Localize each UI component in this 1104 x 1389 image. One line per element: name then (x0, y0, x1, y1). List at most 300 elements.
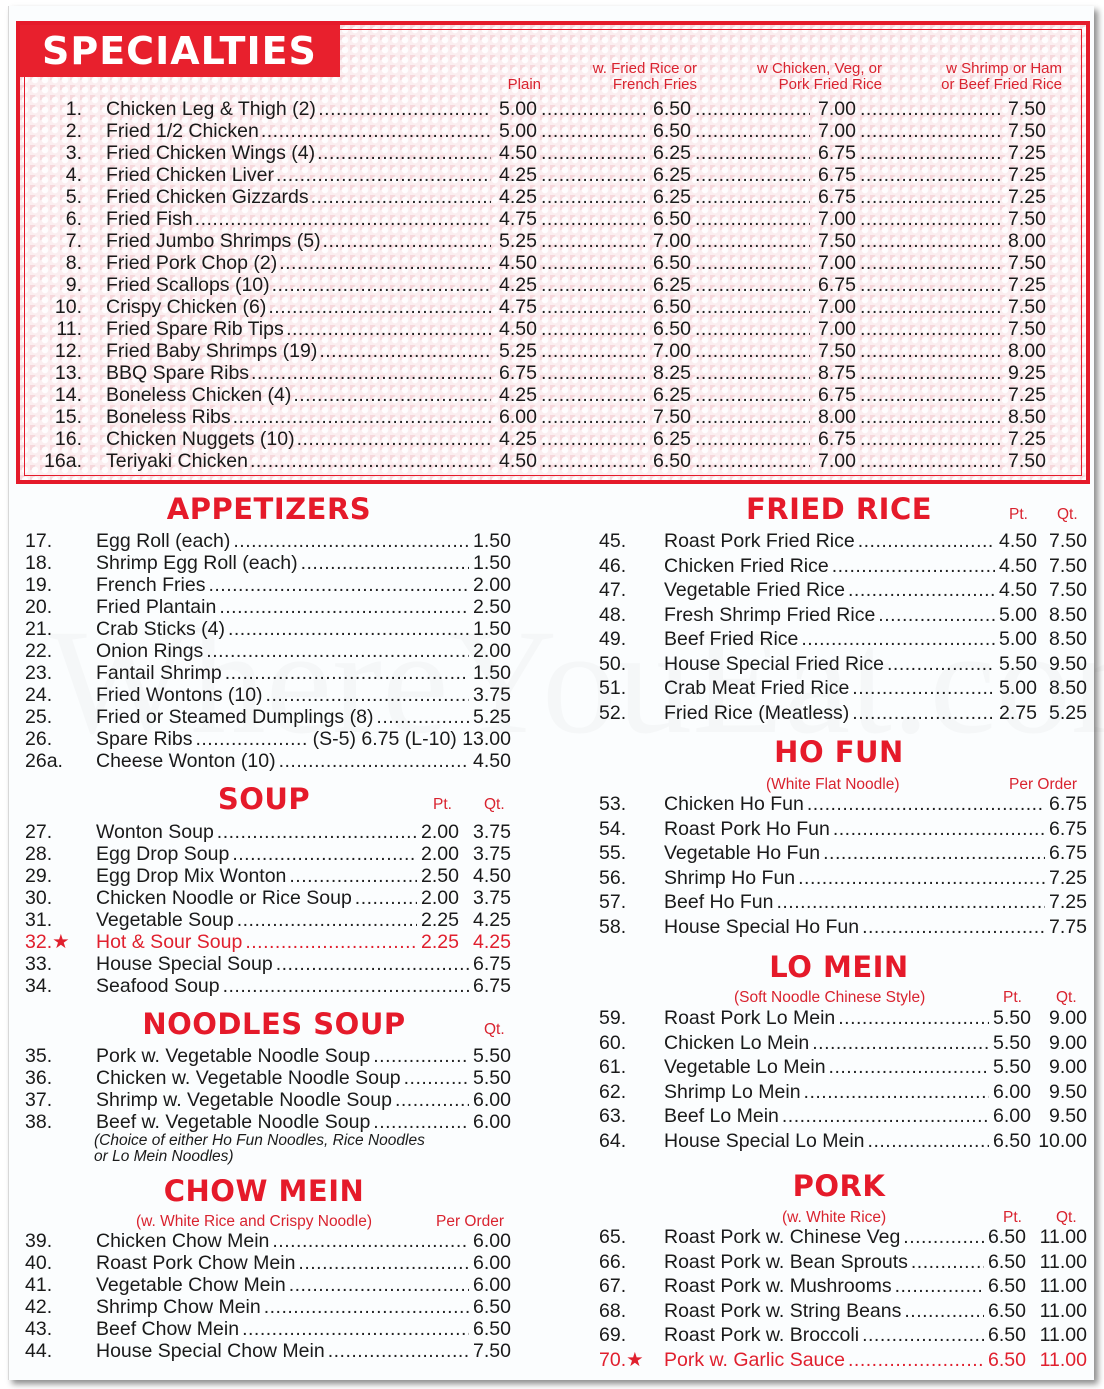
price-1: 6.25 (653, 164, 691, 186)
menu-item-row (25, 953, 511, 975)
item-price: 6.75 (1049, 817, 1087, 840)
leader-dots (266, 684, 470, 706)
pork-list (599, 1225, 1087, 1372)
item-number: 70.★ (599, 1348, 644, 1371)
leader-dots (264, 1296, 469, 1318)
menu-item-row (599, 817, 1087, 842)
ho-fun-col: Per Order (1009, 776, 1078, 793)
item-number: 1. (65, 98, 82, 120)
item-price: 1.50 (473, 618, 511, 640)
leader-dots (541, 208, 645, 230)
pint-price: 6.50 (988, 1275, 1026, 1297)
price-3: 7.50 (1008, 252, 1046, 274)
quart-price: 11.00 (1039, 1324, 1087, 1346)
menu-item-row (25, 574, 511, 596)
price-3: 7.25 (1008, 428, 1046, 450)
item-name: Fried or Steamed Dumplings (8) (96, 706, 374, 728)
leader-dots (251, 362, 491, 384)
price-2: 7.50 (818, 230, 856, 252)
chow-mein-list (25, 1230, 511, 1362)
pint-price: 4.50 (999, 554, 1037, 577)
quart-price: 3.75 (473, 887, 511, 909)
menu-item-row (599, 841, 1087, 866)
price-2: 7.00 (818, 296, 856, 318)
specialty-row (20, 406, 1086, 428)
item-price: 7.75 (1049, 915, 1087, 938)
item-price: 6.50 (473, 1296, 511, 1318)
specialties-list (20, 98, 1086, 472)
item-name: Crispy Chicken (6) (106, 296, 267, 318)
item-name: Beef Chow Mein (96, 1318, 240, 1340)
price-2: 8.00 (818, 406, 856, 428)
price-3: 7.50 (1008, 450, 1046, 472)
leader-dots (279, 252, 491, 274)
leader-dots (225, 662, 469, 684)
appetizers-title: APPETIZERS (166, 492, 372, 526)
menu-item-row (599, 676, 1087, 701)
quart-price: 3.75 (473, 821, 511, 843)
specialties-title: SPECIALTIES (20, 25, 340, 77)
leader-dots (695, 340, 810, 362)
item-name: Beef w. Vegetable Noodle Soup (96, 1111, 371, 1133)
ho-fun-list (599, 792, 1087, 939)
item-name: Teriyaki Chicken (106, 450, 248, 472)
pork-col-pt: Pt. (1003, 1209, 1022, 1226)
item-number: 57. (599, 891, 627, 913)
menu-item-row (25, 1067, 511, 1089)
price-0: 5.25 (499, 230, 537, 252)
item-number: 69. (599, 1324, 627, 1346)
item-name: Crab Meat Fried Rice (664, 677, 850, 699)
item-name: Vegetable Ho Fun (664, 842, 821, 864)
leader-dots (541, 120, 645, 142)
price-1: 7.50 (653, 406, 691, 428)
item-name: Fried Chicken Wings (4) (106, 142, 316, 164)
item-name: Cheese Wonton (10) (96, 750, 276, 772)
quart-price: 9.00 (1049, 1056, 1087, 1078)
leader-dots (911, 1250, 984, 1272)
item-number: 4. (65, 164, 82, 186)
menu-item-row (25, 975, 511, 997)
leader-dots (541, 164, 645, 186)
item-number: 10. (54, 296, 82, 318)
leader-dots (232, 843, 417, 865)
leader-dots (541, 296, 645, 318)
price-3: 7.50 (1008, 318, 1046, 340)
leader-dots (268, 296, 491, 318)
quart-price: 8.50 (1049, 677, 1087, 699)
menu-item-row (599, 1250, 1087, 1275)
col-head-plain: Plain (507, 76, 541, 93)
menu-item-row (599, 1129, 1087, 1154)
menu-item-row (599, 890, 1087, 915)
item-number: 18. (25, 552, 53, 574)
item-name: House Special Lo Mein (664, 1129, 865, 1152)
item-name: Fried Wontons (10) (96, 684, 263, 706)
item-name: Fried Baby Shrimps (19) (106, 340, 318, 362)
item-number: 34. (25, 975, 53, 997)
item-name: Fantail Shrimp (96, 662, 222, 684)
leader-dots (541, 362, 645, 384)
price-0: 4.50 (499, 142, 537, 164)
item-price: 7.25 (1049, 866, 1087, 889)
lo-mein-list (599, 1006, 1087, 1153)
item-price: 5.50 (473, 1067, 511, 1089)
menu-page (8, 6, 1094, 1380)
leader-dots (695, 208, 810, 230)
price-3: 8.00 (1008, 230, 1046, 252)
leader-dots (695, 120, 810, 142)
menu-item-row (25, 728, 511, 750)
item-name: Chicken Leg & Thigh (2) (106, 98, 316, 120)
leader-dots (223, 975, 469, 997)
menu-item-row (25, 640, 511, 662)
leader-dots (328, 1340, 469, 1362)
item-price: 6.00 (473, 1111, 511, 1133)
item-name: Fried Rice (Meatless) (664, 701, 850, 724)
specialty-row (20, 362, 1086, 384)
item-name: Roast Pork w. Broccoli (664, 1324, 860, 1346)
specialty-row (20, 252, 1086, 274)
item-name: Fried Jumbo Shrimps (5) (106, 230, 321, 252)
leader-dots (261, 120, 491, 142)
item-number: 39. (25, 1230, 53, 1252)
leader-dots (823, 841, 1045, 863)
leader-dots (887, 652, 995, 674)
pint-price: 6.50 (993, 1129, 1031, 1152)
menu-item-row (25, 596, 511, 618)
leader-dots (860, 406, 1000, 428)
pork-subtitle: (w. White Rice) (782, 1209, 887, 1226)
specialty-row (20, 296, 1086, 318)
pint-price: 4.50 (999, 530, 1037, 552)
menu-item-row (599, 701, 1087, 726)
item-name: Roast Pork w. Chinese Veg (664, 1226, 901, 1248)
leader-dots (286, 318, 491, 340)
pint-price: 2.00 (421, 843, 459, 865)
leader-dots (695, 252, 810, 274)
leader-dots (219, 596, 469, 618)
leader-dots (376, 706, 469, 728)
price-3: 7.25 (1008, 384, 1046, 406)
price-0: 4.25 (499, 384, 537, 406)
specialty-row (20, 384, 1086, 406)
pint-price: 6.00 (993, 1105, 1031, 1127)
quart-price: 9.50 (1049, 652, 1087, 675)
soup-list (25, 821, 511, 997)
price-0: 5.00 (499, 120, 537, 142)
leader-dots (695, 428, 810, 450)
item-name: Fried Fish (106, 208, 193, 230)
menu-item-row (25, 684, 511, 706)
item-number: 6. (65, 208, 82, 230)
item-name: BBQ Spare Ribs (106, 362, 250, 384)
item-price: 3.75 (473, 684, 511, 706)
item-name: Shrimp Lo Mein (664, 1080, 801, 1103)
pint-price: 6.50 (988, 1250, 1026, 1273)
leader-dots (228, 618, 469, 640)
noodles-soup-title: NOODLES SOUP (142, 1007, 406, 1041)
item-name: Vegetable Fried Rice (664, 579, 846, 601)
leader-dots (317, 142, 491, 164)
item-name: Vegetable Lo Mein (664, 1056, 826, 1078)
quart-price: 11.00 (1039, 1275, 1087, 1297)
item-name: Chicken Chow Mein (96, 1230, 270, 1252)
leader-dots (355, 887, 417, 909)
item-name: Roast Pork w. String Beans (664, 1299, 902, 1322)
item-number: 47. (599, 579, 627, 601)
item-number: 35. (25, 1045, 53, 1067)
item-number: 59. (599, 1007, 627, 1029)
leader-dots (807, 792, 1045, 814)
price-0: 5.25 (499, 340, 537, 362)
quart-price: 9.00 (1049, 1007, 1087, 1029)
chow-mein-subtitle: (w. White Rice and Crispy Noodle) (136, 1213, 373, 1230)
item-price: 1.50 (473, 552, 511, 574)
item-number: 51. (599, 677, 627, 699)
pint-price: 6.50 (988, 1324, 1026, 1346)
menu-item-row (599, 792, 1087, 817)
specialty-row (20, 428, 1086, 450)
lo-mein-title: LO MEIN (769, 950, 909, 984)
chow-mein-title: CHOW MEIN (163, 1174, 365, 1208)
leader-dots (404, 1067, 469, 1089)
pint-price: 5.00 (999, 628, 1037, 650)
item-name: Pork w. Garlic Sauce (664, 1348, 845, 1371)
pint-price: 5.50 (993, 1007, 1031, 1029)
item-number: 37. (25, 1089, 53, 1111)
leader-dots (541, 142, 645, 164)
price-3: 7.50 (1008, 208, 1046, 230)
menu-item-row (25, 1045, 511, 1067)
leader-dots (695, 274, 810, 296)
leader-dots (237, 909, 417, 931)
price-3: 7.25 (1008, 142, 1046, 164)
price-2: 7.00 (818, 98, 856, 120)
specialty-row (20, 340, 1086, 362)
quart-price: 8.50 (1049, 628, 1087, 650)
menu-item-row (599, 1299, 1087, 1324)
menu-item-row (599, 1031, 1087, 1056)
item-number: 66. (599, 1250, 627, 1273)
item-number: 68. (599, 1299, 627, 1322)
item-name: Seafood Soup (96, 975, 220, 997)
item-price: 5.50 (473, 1045, 511, 1067)
item-number: 45. (599, 530, 627, 552)
item-name: Pork w. Vegetable Noodle Soup (96, 1045, 371, 1067)
quart-price: 9.50 (1049, 1080, 1087, 1103)
leader-dots (798, 866, 1045, 888)
item-name: Fresh Shrimp Fried Rice (664, 603, 876, 626)
menu-item-row (25, 865, 511, 887)
item-number: 58. (599, 915, 627, 938)
leader-dots (250, 450, 491, 472)
price-2: 6.75 (818, 186, 856, 208)
menu-item-row (25, 662, 511, 684)
quart-price: 6.75 (473, 975, 511, 997)
item-name: Onion Rings (96, 640, 204, 662)
price-3: 8.50 (1008, 406, 1046, 428)
item-name: Vegetable Soup (96, 909, 234, 931)
lo-mein-subtitle: (Soft Noodle Chinese Style) (734, 989, 926, 1006)
leader-dots (860, 274, 1000, 296)
price-1: 6.50 (653, 296, 691, 318)
item-number: 16a. (44, 450, 82, 472)
item-number: 31. (25, 909, 53, 931)
leader-dots (860, 384, 1000, 406)
item-name: Fried Spare Rib Tips (106, 318, 284, 340)
item-number: 22. (25, 640, 53, 662)
pint-price: 6.50 (988, 1299, 1026, 1322)
menu-item-row (25, 821, 511, 843)
price-0: 4.50 (499, 450, 537, 472)
pint-price: 6.50 (988, 1348, 1026, 1371)
item-name: Crab Sticks (4) (96, 618, 225, 640)
item-price: 2.50 (473, 596, 511, 618)
menu-item-row (599, 1080, 1087, 1105)
price-3: 7.25 (1008, 274, 1046, 296)
menu-item-row (599, 603, 1087, 628)
menu-item-row (599, 627, 1087, 652)
item-name: House Special Fried Rice (664, 652, 885, 675)
item-number: 52. (599, 701, 627, 724)
item-name: House Special Chow Mein (96, 1340, 325, 1362)
item-price: 2.00 (473, 640, 511, 662)
item-number: 3. (65, 142, 82, 164)
item-price: 6.50 (473, 1318, 511, 1340)
item-number: 36. (25, 1067, 53, 1089)
fried-rice-col-qt: Qt. (1057, 506, 1078, 523)
price-3: 9.25 (1008, 362, 1046, 384)
item-number: 17. (25, 530, 53, 552)
item-name: Chicken Lo Mein (664, 1031, 810, 1054)
leader-dots (293, 384, 491, 406)
item-number: 23. (25, 662, 53, 684)
price-2: 6.75 (818, 164, 856, 186)
price-1: 6.25 (653, 274, 691, 296)
item-number: 9. (65, 274, 82, 296)
item-number: 61. (599, 1056, 627, 1078)
menu-item-row (599, 652, 1087, 677)
item-name: Shrimp Chow Mein (96, 1296, 261, 1318)
price-1: 7.00 (653, 340, 691, 362)
price-2: 8.75 (818, 362, 856, 384)
leader-dots (804, 1080, 989, 1102)
menu-item-row (25, 1274, 511, 1296)
leader-dots (860, 120, 1000, 142)
price-2: 7.50 (818, 340, 856, 362)
leader-dots (812, 1031, 989, 1053)
leader-dots (245, 931, 417, 953)
leader-dots (541, 98, 645, 120)
specialty-row (20, 274, 1086, 296)
item-name: Chicken w. Vegetable Noodle Soup (96, 1067, 401, 1089)
leader-dots (903, 1225, 984, 1247)
item-name: Fried Pork Chop (2) (106, 252, 278, 274)
leader-dots (860, 428, 1000, 450)
specialty-row (20, 164, 1086, 186)
leader-dots (541, 230, 645, 252)
price-3: 7.25 (1008, 186, 1046, 208)
item-name: Beef Lo Mein (664, 1105, 779, 1127)
leader-dots (233, 406, 491, 428)
pint-price: 5.00 (999, 603, 1037, 626)
leader-dots (206, 640, 469, 662)
leader-dots (373, 1045, 469, 1067)
leader-dots (860, 362, 1000, 384)
item-name: House Special Soup (96, 953, 273, 975)
appetizers-list (25, 530, 511, 772)
leader-dots (858, 529, 995, 551)
item-price: (S-5) 6.75 (L-10) 13.00 (312, 728, 511, 750)
price-1: 6.50 (653, 252, 691, 274)
quart-price: 7.50 (1049, 554, 1087, 577)
item-number: 24. (25, 684, 53, 706)
price-1: 6.25 (653, 186, 691, 208)
item-number: 63. (599, 1105, 627, 1127)
menu-item-row (25, 750, 511, 772)
menu-item-row (25, 1340, 511, 1362)
item-number: 12. (54, 340, 82, 362)
item-number: 27. (25, 821, 53, 843)
leader-dots (298, 1252, 469, 1274)
leader-dots (695, 384, 810, 406)
leader-dots (695, 186, 810, 208)
leader-dots (848, 1348, 984, 1370)
item-name: Roast Pork w. Mushrooms (664, 1275, 892, 1297)
pint-price: 2.25 (421, 931, 459, 953)
leader-dots (233, 530, 469, 552)
specialty-row (20, 450, 1086, 472)
item-number: 42. (25, 1296, 53, 1318)
item-name: Boneless Ribs (106, 406, 231, 428)
menu-item-row (25, 1318, 511, 1340)
quart-price: 5.25 (1049, 701, 1087, 724)
soup-col-pt: Pt. (433, 796, 452, 813)
price-3: 7.25 (1008, 164, 1046, 186)
quart-price: 4.25 (473, 909, 511, 931)
item-name: Roast Pork Lo Mein (664, 1007, 836, 1029)
item-number: 56. (599, 866, 627, 889)
price-1: 6.50 (653, 120, 691, 142)
menu-item-row (599, 915, 1087, 940)
item-price: 7.25 (1049, 891, 1087, 913)
item-name: Chicken Nuggets (10) (106, 428, 295, 450)
leader-dots (860, 164, 1000, 186)
menu-item-row (599, 866, 1087, 891)
leader-dots (541, 428, 645, 450)
leader-dots (801, 627, 995, 649)
price-1: 8.25 (653, 362, 691, 384)
leader-dots (695, 164, 810, 186)
leader-dots (323, 230, 491, 252)
specialty-row (20, 98, 1086, 120)
item-name: Vegetable Chow Mein (96, 1274, 286, 1296)
menu-item-row (599, 1104, 1087, 1129)
item-name: Fried Scallops (10) (106, 274, 270, 296)
leader-dots (860, 98, 1000, 120)
leader-dots (541, 186, 645, 208)
leader-dots (318, 98, 491, 120)
price-0: 4.50 (499, 318, 537, 340)
pint-price: 6.00 (993, 1080, 1031, 1103)
price-0: 4.50 (499, 252, 537, 274)
pint-price: 5.50 (993, 1056, 1031, 1078)
item-name: Fried Plantain (96, 596, 217, 618)
leader-dots (860, 252, 1000, 274)
item-number: 67. (599, 1275, 627, 1297)
chow-mein-col: Per Order (436, 1213, 505, 1230)
